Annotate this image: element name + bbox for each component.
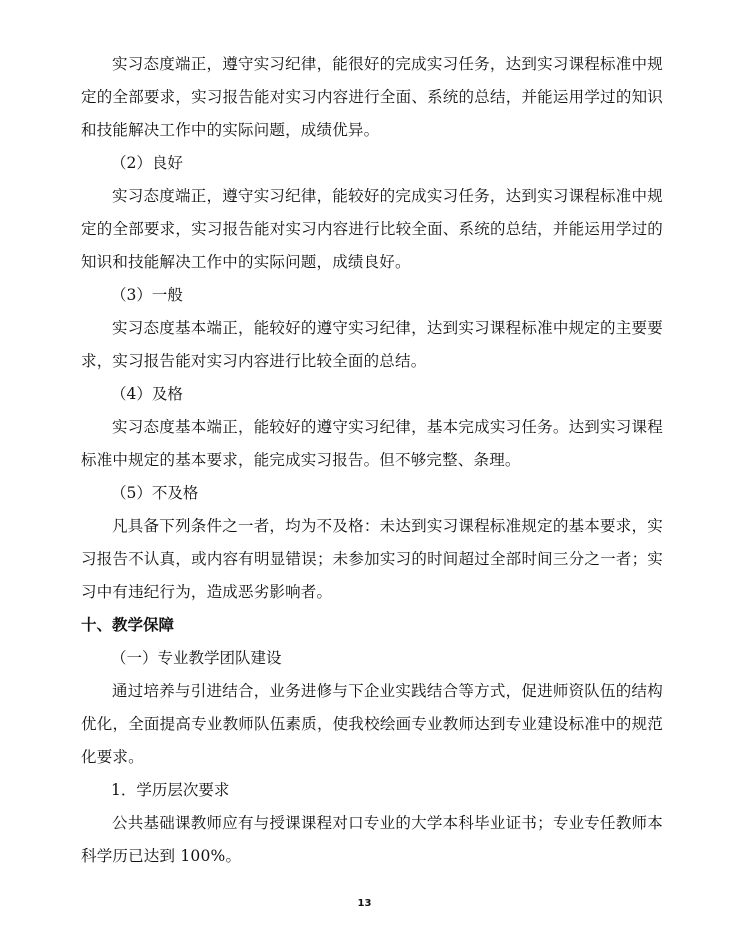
team-building-text: 通过培养与引进结合，业务进修与下企业实践结合等方式，促进师资队伍的结构优化，全面提高专业教师队伍素质，使我校绘画专业教师达到专业建设标准中的规范化要求。: [81, 682, 663, 766]
average-grade-label: （3）一般: [111, 286, 183, 304]
education-requirement-text: 公共基础课教师应有与授课课程对口专业的大学本科毕业证书；专业专任教师本科学历已达到 100%。: [81, 814, 663, 865]
good-grade-label: （2）良好: [111, 154, 183, 172]
pass-grade-label: （4）及格: [111, 385, 183, 403]
fail-grade-label: （5）不及格: [111, 484, 199, 502]
excellent-grade-text: 实习态度端正，遵守实习纪律，能很好的完成实习任务，达到实习课程标准中规定的全部要求，实习报告能对实习内容进行全面、系统的总结，并能运用学过的知识和技能解决工作中的实际问题，成绩优异。: [81, 55, 663, 139]
fail-grade-text: 凡具备下列条件之一者，均为不及格：未达到实习课程标准规定的基本要求，实习报告不认真，或内容有明显错误；未参加实习的时间超过全部时间三分之一者；实习中有违纪行为，造成恶劣影响者。: [81, 517, 663, 601]
team-building-subheading: （一）专业教学团队建设: [111, 649, 282, 667]
average-grade-text: 实习态度基本端正，能较好的遵守实习纪律，达到实习课程标准中规定的主要要求，实习报告能对实习内容进行比较全面的总结。: [81, 319, 663, 370]
good-grade-text: 实习态度端正，遵守实习纪律，能较好的完成实习任务，达到实习课程标准中规定的全部要求，实习报告能对实习内容进行比较全面、系统的总结，并能运用学过的知识和技能解决工作中的实际问题，成绩良好。: [81, 187, 663, 271]
page-number: 13: [357, 898, 372, 909]
pass-grade-text: 实习态度基本端正，能较好的遵守实习纪律，基本完成实习任务。达到实习课程标准中规定的基本要求，能完成实习报告。但不够完整、条理。: [81, 418, 663, 469]
section-heading: 十、教学保障: [81, 616, 175, 634]
education-requirement-label: 1．学历层次要求: [111, 781, 230, 799]
